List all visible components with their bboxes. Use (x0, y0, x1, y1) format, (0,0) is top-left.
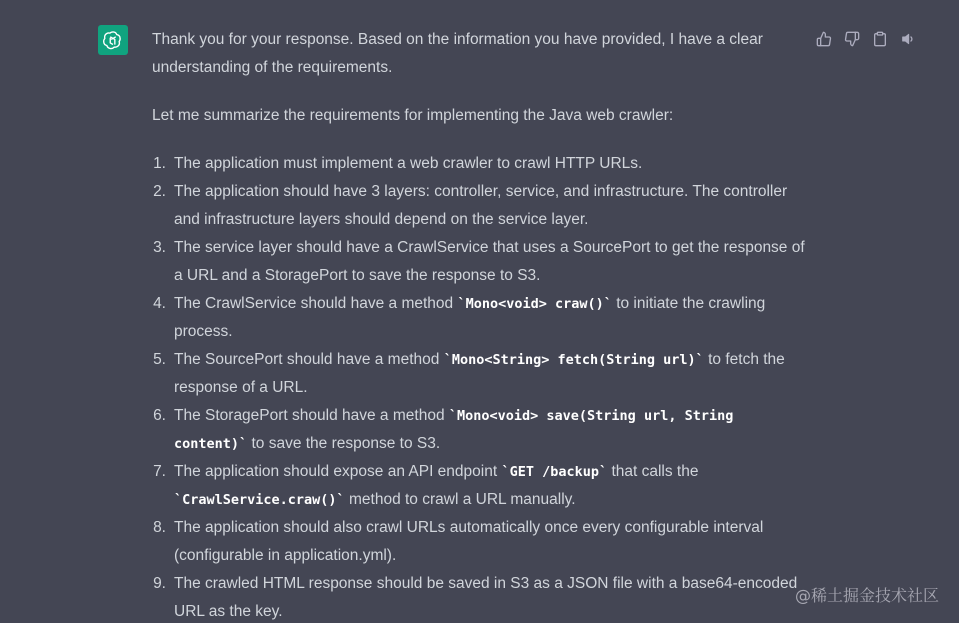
list-number: 7. (153, 463, 166, 480)
requirement-item (152, 150, 807, 178)
requirement-text: to save the response to S3. (247, 435, 441, 452)
message-actions (815, 30, 917, 48)
requirement-text: to initiate the crawling process. (174, 295, 766, 340)
clipboard-icon (872, 31, 888, 47)
requirement-text: The SourcePort should have a method (174, 351, 444, 368)
message-intro: Thank you for your response. Based on the information you have provided, I have a clear understanding of the requirements. (152, 31, 763, 76)
copy-button[interactable] (871, 30, 889, 48)
requirement-text: The crawled HTML response should be saved in S3 as a JSON file with a base64-encoded URL as the key. (174, 575, 798, 620)
thumbs-down-icon (844, 31, 860, 47)
thumbs-up-icon (816, 31, 832, 47)
read-aloud-button[interactable] (899, 30, 917, 48)
inline-code: `Mono<void> craw()` (457, 296, 612, 312)
assistant-message (152, 26, 807, 623)
list-number: 4. (153, 295, 166, 312)
assistant-avatar (98, 25, 128, 55)
requirement-item (152, 570, 807, 623)
thumbs-down-button[interactable] (843, 30, 861, 48)
list-number: 5. (153, 351, 166, 368)
requirement-item (152, 178, 807, 234)
inline-code: `GET /backup` (501, 464, 608, 480)
list-number: 2. (153, 183, 166, 200)
message-lead: Let me summarize the requirements for implementing the Java web crawler: (152, 107, 674, 124)
list-number: 1. (153, 155, 166, 172)
requirement-item (152, 234, 807, 290)
requirement-text: The application should expose an API endpoint (174, 463, 502, 480)
requirement-text: that calls the (607, 463, 699, 480)
speaker-icon (900, 31, 916, 47)
requirement-text: The application should have 3 layers: controller, service, and infrastructure. The controller and infrastructure layers should depend on the service layer. (174, 183, 788, 228)
requirement-text: to fetch the response of a URL. (174, 351, 785, 396)
inline-code: `Mono<String> fetch(String url)` (443, 352, 704, 368)
requirement-item (152, 290, 807, 346)
requirement-text: The CrawlService should have a method (174, 295, 458, 312)
openai-logo-icon (102, 29, 124, 51)
requirement-text: method to crawl a URL manually. (344, 491, 576, 508)
list-number: 6. (153, 407, 166, 424)
thumbs-up-button[interactable] (815, 30, 833, 48)
watermark: @稀土掘金技术社区 (794, 586, 939, 605)
requirement-text: The service layer should have a CrawlService that uses a SourcePort to get the response of a URL and a StoragePort to save the response to S3. (174, 239, 805, 284)
inline-code: `CrawlService.craw()` (174, 492, 345, 508)
inline-code: `Mono<void> save(String url, String content)` (174, 408, 734, 452)
requirement-text: The application must implement a web crawler to crawl HTTP URLs. (174, 155, 643, 172)
requirements-list (152, 150, 807, 623)
list-number: 3. (153, 239, 166, 256)
list-number: 8. (153, 519, 166, 536)
requirement-text: The StoragePort should have a method (174, 407, 449, 424)
requirement-item (152, 514, 807, 570)
list-number: 9. (153, 575, 166, 592)
requirement-item (152, 458, 807, 514)
requirement-text: The application should also crawl URLs automatically once every configurable interval (configurable in application.yml). (174, 519, 764, 564)
requirement-item (152, 346, 807, 402)
requirement-item (152, 402, 807, 458)
